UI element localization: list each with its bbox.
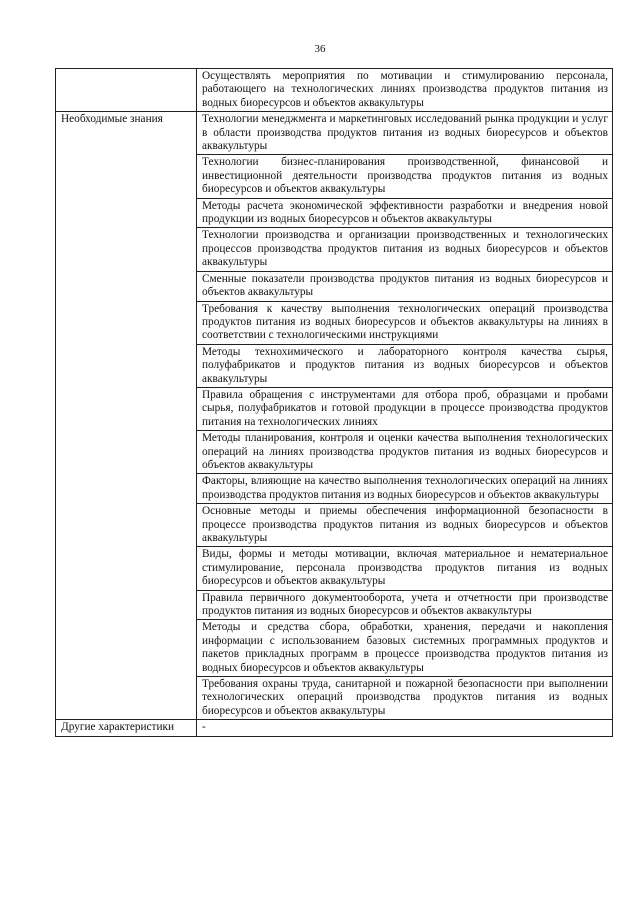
row-text: Требования охраны труда, санитарной и пожарной безопасности при выполнении технологических операций производства продуктов питания из водных биоресурсов и объектов аквакультуры xyxy=(197,677,613,720)
row-text: Технологии производства и организации производственных и технологических процессов производства продуктов питания из водных биоресурсов и объектов аквакультуры xyxy=(197,228,613,271)
page-number: 36 xyxy=(314,43,326,55)
table-row xyxy=(56,720,613,736)
row-text: Факторы, влияющие на качество выполнения технологических операций на линиях производства продуктов питания из водных биоресурсов и объектов аквакультуры xyxy=(197,474,613,504)
table-row xyxy=(56,112,613,155)
row-text: Правила обращения с инструментами для отбора проб, образцами и пробами сырья, полуфабрикатов и готовой продукции в процессе производства продуктов питания на технологических линиях xyxy=(197,387,613,430)
table-row xyxy=(56,69,613,112)
row-text: Методы технохимического и лабораторного контроля качества сырья, полуфабрикатов и продуктов питания из водных биоресурсов и объектов аквакультуры xyxy=(197,344,613,387)
competency-table xyxy=(55,68,613,737)
row-text: Основные методы и приемы обеспечения информационной безопасности в процессе производства продуктов питания из водных биоресурсов и объектов аквакультуры xyxy=(197,504,613,547)
row-text: Виды, формы и методы мотивации, включая материальное и нематериальное стимулирование, персонала производства продуктов питания из водных биоресурсов и объектов аквакультуры xyxy=(197,547,613,590)
row-text: Правила первичного документооборота, учета и отчетности при производстве продуктов питания из водных биоресурсов и объектов аквакультуры xyxy=(197,590,613,620)
row-text: Технологии менеджмента и маркетинговых исследований рынка продукции и услуг в области производства продуктов питания из водных биоресурсов и объектов аквакультуры xyxy=(197,112,613,155)
row-text: Требования к качеству выполнения технологических операций производства продуктов питания из водных биоресурсов и объектов аквакультуры на линиях в соответствии с технологическими инструкциями xyxy=(197,301,613,344)
section-label-other: Другие характеристики xyxy=(56,720,197,736)
row-text: Методы расчета экономической эффективности разработки и внедрения новой продукции из водных биоресурсов и объектов аквакультуры xyxy=(197,198,613,228)
row-text: - xyxy=(197,720,613,736)
row-text: Методы планирования, контроля и оценки качества выполнения технологических операций на линиях производства продуктов питания из водных биоресурсов и объектов аквакультуры xyxy=(197,431,613,474)
row-text: Сменные показатели производства продуктов питания из водных биоресурсов и объектов аквакультуры xyxy=(197,271,613,301)
row-text: Методы и средства сбора, обработки, хранения, передачи и накопления информации с использованием базовых системных программных продуктов и пакетов прикладных программ в процессе производства продуктов питания из водных биоресурсов и объектов аквакультуры xyxy=(197,620,613,677)
row-text: Осуществлять мероприятия по мотивации и стимулированию персонала, работающего на технологических линиях производства продуктов питания из водных биоресурсов и объектов аквакультуры xyxy=(197,69,613,112)
row-text: Технологии бизнес-планирования производственной, финансовой и инвестиционной деятельности производства продуктов питания из водных биоресурсов и объектов аквакультуры xyxy=(197,155,613,198)
row-label xyxy=(56,69,197,112)
section-label-knowledge: Необходимые знания xyxy=(56,112,197,720)
